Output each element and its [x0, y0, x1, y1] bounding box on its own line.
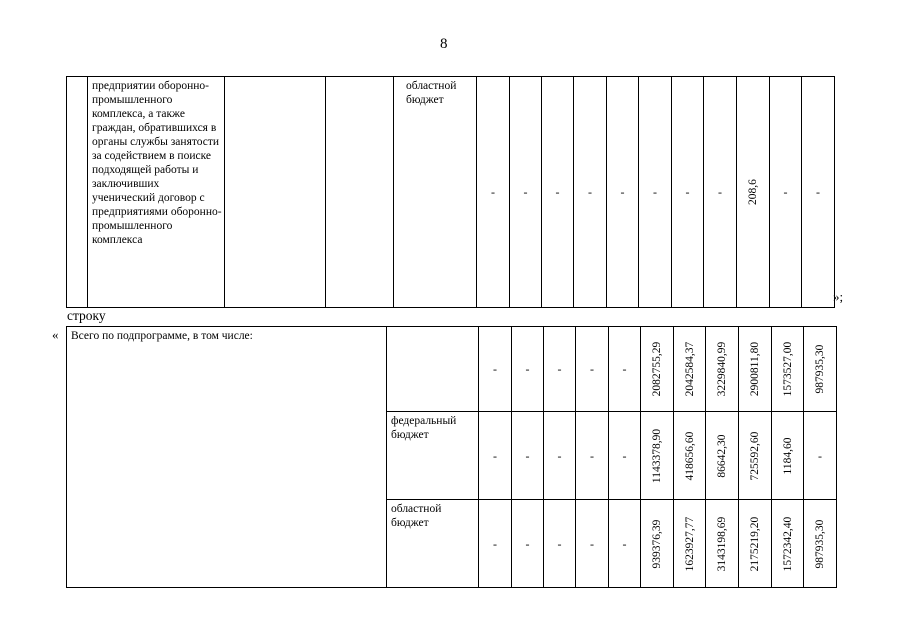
value-text: 208,6: [747, 179, 759, 205]
value-text: 2042584,37: [683, 341, 696, 397]
value-cell: [706, 500, 739, 588]
value-cell: [739, 412, 772, 500]
value-cell: -: [770, 77, 802, 308]
value-cell: -: [609, 327, 641, 412]
funding-source: федеральный бюджет: [387, 412, 479, 500]
value-cell: -: [479, 412, 512, 500]
value-cell: -: [479, 327, 512, 412]
value-cell: -: [512, 327, 544, 412]
empty-cell: [225, 77, 326, 308]
value-cell: [706, 327, 739, 412]
value-cell: [706, 412, 739, 500]
value-cell: [641, 327, 674, 412]
value-text: 2175219,20: [749, 516, 761, 571]
value-cell: [804, 500, 837, 588]
value-text: 3143198,69: [716, 516, 728, 571]
value-cell: [772, 327, 804, 412]
value-text: 418656,60: [683, 431, 696, 480]
value-cell: -: [802, 77, 835, 308]
empty-cell: [67, 77, 88, 308]
value-text: 1623927,77: [683, 516, 696, 571]
value-cell: -: [477, 77, 510, 308]
value-text: 3229840,99: [716, 341, 728, 397]
value-cell: -: [574, 77, 607, 308]
funding-source: [387, 327, 479, 412]
value-cell: -: [576, 327, 609, 412]
value-text: 987935,30: [814, 344, 826, 394]
value-text: 987935,30: [814, 519, 826, 568]
value-cell: -: [609, 500, 641, 588]
opening-quote: «: [52, 327, 59, 342]
subprogram-title: Всего по подпрограмме, в том числе:: [67, 327, 387, 588]
value-cell: -: [704, 77, 737, 308]
value-cell: -: [639, 77, 672, 308]
value-text: 86642,30: [716, 433, 728, 478]
value-cell: [739, 500, 772, 588]
value-cell: -: [607, 77, 639, 308]
value-cell: [737, 77, 770, 308]
value-cell: [641, 412, 674, 500]
value-cell: -: [804, 412, 837, 500]
value-cell: -: [576, 500, 609, 588]
value-cell: [674, 500, 706, 588]
value-cell: [772, 500, 804, 588]
value-cell: -: [512, 412, 544, 500]
value-text: 2082755,29: [651, 341, 663, 397]
value-cell: [772, 412, 804, 500]
value-text: 2900811,80: [749, 341, 761, 397]
value-cell: [674, 327, 706, 412]
value-cell: -: [544, 500, 576, 588]
value-text: 1184,60: [781, 437, 794, 474]
funding-source: областной бюджет: [387, 500, 479, 588]
value-cell: [739, 327, 772, 412]
measure-description: предприятии оборонно-промышленного комплекса, а также граждан, обратившихся в органы службы занятости за содействием в поиске подходящей работы и заключивших ученический договор с предприятиями оборонно-промышленного комплекса: [88, 77, 225, 308]
value-cell: [804, 327, 837, 412]
value-cell: [674, 412, 706, 500]
value-text: 1572342,40: [781, 516, 794, 571]
table-continued-row: [66, 76, 835, 308]
page-number: 8: [440, 36, 448, 52]
value-text: 939376,39: [651, 519, 663, 568]
value-cell: -: [576, 412, 609, 500]
value-cell: -: [609, 412, 641, 500]
closing-quote: »;: [833, 289, 844, 304]
value-text: 725592,60: [749, 431, 761, 480]
value-cell: -: [544, 327, 576, 412]
value-cell: [641, 500, 674, 588]
value-cell: -: [672, 77, 704, 308]
funding-source: областной бюджет: [394, 77, 477, 308]
value-cell: -: [542, 77, 574, 308]
value-text: 1143378,90: [651, 428, 663, 483]
value-cell: -: [512, 500, 544, 588]
value-cell: -: [479, 500, 512, 588]
value-cell: -: [510, 77, 542, 308]
row-label-text: строку: [67, 308, 106, 323]
value-text: 1573527,00: [781, 341, 794, 397]
empty-cell: [326, 77, 394, 308]
table-subprogram-total: [66, 326, 837, 588]
value-cell: -: [544, 412, 576, 500]
